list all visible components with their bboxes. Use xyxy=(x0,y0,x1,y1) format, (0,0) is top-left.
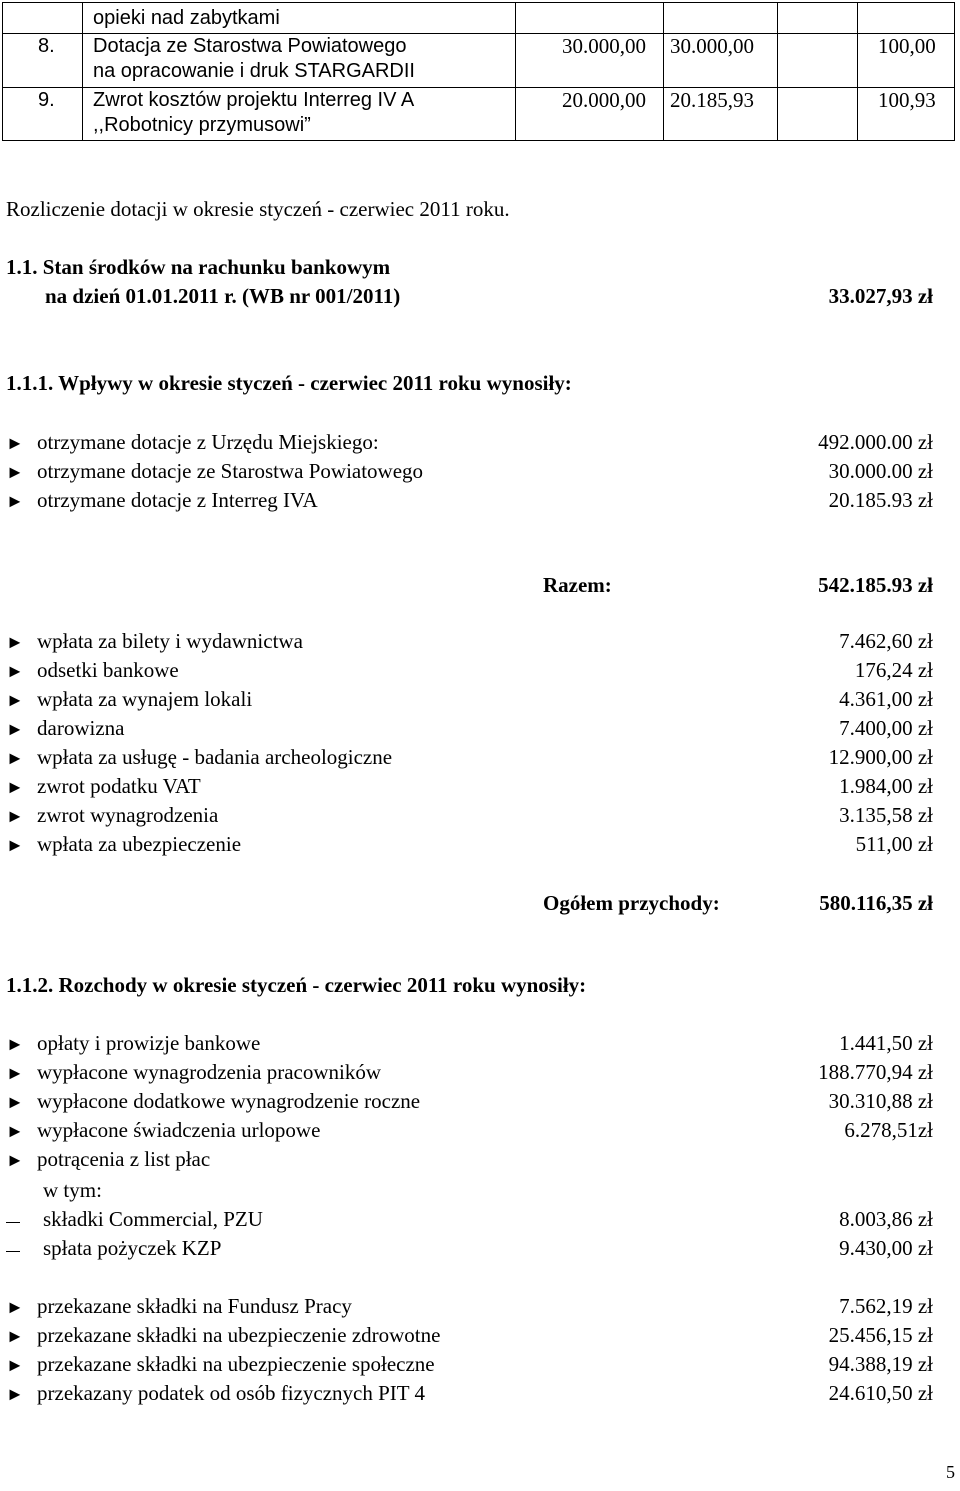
bullet-icon: ► xyxy=(6,632,24,652)
grants-table xyxy=(2,2,955,141)
table-cell-value: 100,00 xyxy=(878,34,936,58)
table-cell-name: ,,Robotnicy przymusowi” xyxy=(93,114,311,136)
subtotal-amount: 542.185.93 zł xyxy=(818,573,933,597)
income-label: wpłata za usługę - badania archeologiczne xyxy=(37,745,393,769)
expense-label: przekazane składki na ubezpieczenie społeczne xyxy=(37,1352,435,1376)
bullet-icon: ► xyxy=(6,462,24,482)
total-label: Ogółem przychody: xyxy=(543,891,720,915)
income-label: odsetki bankowe xyxy=(37,658,179,682)
expense-label: wypłacone dodatkowe wynagrodzenie roczne xyxy=(37,1089,421,1113)
income-amount: 7.462,60 zł xyxy=(839,629,933,653)
bullet-icon: ► xyxy=(6,1034,24,1054)
expense-label: przekazane składki na Fundusz Pracy xyxy=(37,1294,352,1318)
balance-date: na dzień 01.01.2011 r. (WB nr 001/2011) xyxy=(45,284,401,308)
income-amount: 176,24 zł xyxy=(854,658,933,682)
expense-amount: 188.770,94 zł xyxy=(818,1060,933,1084)
bullet-icon: ► xyxy=(6,835,24,855)
bullet-icon: ► xyxy=(6,1355,24,1375)
expenses-heading: 1.1.2. Rozchody w okresie styczeń - czerwiec 2011 roku wynosiły: xyxy=(6,973,587,997)
page-number: 5 xyxy=(946,1462,955,1482)
expense-amount: 6.278,51zł xyxy=(844,1118,933,1142)
subsidy-amount: 20.185.93 zł xyxy=(828,488,933,512)
expense-sub-amount: 8.003,86 zł xyxy=(839,1207,933,1231)
bullet-icon: ► xyxy=(6,748,24,768)
income-label: wpłata za ubezpieczenie xyxy=(37,832,242,856)
bullet-icon: ► xyxy=(6,433,24,453)
expense-label: opłaty i prowizje bankowe xyxy=(37,1031,261,1055)
expense-amount: 25.456,15 zł xyxy=(828,1323,933,1347)
income-amount: 511,00 zł xyxy=(855,832,933,856)
bullet-icon: ► xyxy=(6,806,24,826)
income-amount: 3.135,58 zł xyxy=(839,803,933,827)
income-amount: 7.400,00 zł xyxy=(839,716,933,740)
table-cell-value: 30.000,00 xyxy=(670,34,754,58)
table-cell-value: 100,93 xyxy=(878,88,936,112)
bullet-icon: ► xyxy=(6,491,24,511)
income-amount: 12.900,00 zł xyxy=(828,745,933,769)
table-cell-value: 20.185,93 xyxy=(670,88,754,112)
expense-sub-label: spłata pożyczek KZP xyxy=(43,1236,222,1260)
expense-amount: 24.610,50 zł xyxy=(828,1381,933,1405)
dash-icon xyxy=(6,1222,20,1223)
section-heading: Rozliczenie dotacji w okresie styczeń - czerwiec 2011 roku. xyxy=(6,197,510,221)
subsidy-amount: 492.000.00 zł xyxy=(818,430,933,454)
table-cell-name: opieki nad zabytkami xyxy=(93,7,280,29)
bullet-icon: ► xyxy=(6,1121,24,1141)
dash-icon xyxy=(6,1251,20,1252)
income-heading: 1.1.1. Wpływy w okresie styczeń - czerwiec 2011 roku wynosiły: xyxy=(6,371,572,395)
subsidy-label: otrzymane dotacje z Interreg IVA xyxy=(37,488,318,512)
subsidy-label: otrzymane dotacje ze Starostwa Powiatowego xyxy=(37,459,424,483)
bullet-icon: ► xyxy=(6,1326,24,1346)
total-amount: 580.116,35 zł xyxy=(819,891,933,915)
income-label: zwrot podatku VAT xyxy=(37,774,201,798)
balance-label: 1.1. Stan środków na rachunku bankowym xyxy=(6,255,391,279)
bullet-icon: ► xyxy=(6,661,24,681)
table-cell-name: na opracowanie i druk STARGARDII xyxy=(93,60,415,82)
balance-amount: 33.027,93 zł xyxy=(828,284,933,308)
expense-label: wypłacone wynagrodzenia pracowników xyxy=(37,1060,382,1084)
expense-label: wypłacone świadczenia urlopowe xyxy=(37,1118,321,1142)
table-cell-num: 8. xyxy=(38,35,55,57)
expense-amount: 1.441,50 zł xyxy=(839,1031,933,1055)
including-label: w tym: xyxy=(43,1178,102,1202)
income-amount: 1.984,00 zł xyxy=(839,774,933,798)
bullet-icon: ► xyxy=(6,1092,24,1112)
bullet-icon: ► xyxy=(6,1297,24,1317)
income-label: wpłata za bilety i wydawnictwa xyxy=(37,629,303,653)
bullet-icon: ► xyxy=(6,690,24,710)
table-cell-value: 30.000,00 xyxy=(562,34,646,58)
income-label: darowizna xyxy=(37,716,125,740)
expense-sub-amount: 9.430,00 zł xyxy=(839,1236,933,1260)
bullet-icon: ► xyxy=(6,1384,24,1404)
expense-amount: 7.562,19 zł xyxy=(839,1294,933,1318)
subsidy-label: otrzymane dotacje z Urzędu Miejskiego: xyxy=(37,430,379,454)
subtotal-label: Razem: xyxy=(543,573,612,597)
expense-label: potrącenia z list płac xyxy=(37,1147,211,1171)
bullet-icon: ► xyxy=(6,1063,24,1083)
bullet-icon: ► xyxy=(6,719,24,739)
income-label: wpłata za wynajem lokali xyxy=(37,687,253,711)
expense-amount: 94.388,19 zł xyxy=(828,1352,933,1376)
table-cell-num: 9. xyxy=(38,89,55,111)
expense-amount: 30.310,88 zł xyxy=(828,1089,933,1113)
expense-label: przekazane składki na ubezpieczenie zdrowotne xyxy=(37,1323,441,1347)
income-label: zwrot wynagrodzenia xyxy=(37,803,219,827)
table-cell-name: Dotacja ze Starostwa Powiatowego xyxy=(93,35,407,57)
bullet-icon: ► xyxy=(6,1150,24,1170)
expense-sub-label: składki Commercial, PZU xyxy=(43,1207,263,1231)
income-amount: 4.361,00 zł xyxy=(839,687,933,711)
bullet-icon: ► xyxy=(6,777,24,797)
expense-label: przekazany podatek od osób fizycznych PIT 4 xyxy=(37,1381,425,1405)
table-cell-value: 20.000,00 xyxy=(562,88,646,112)
table-cell-name: Zwrot kosztów projektu Interreg IV A xyxy=(93,89,415,111)
subsidy-amount: 30.000.00 zł xyxy=(828,459,933,483)
